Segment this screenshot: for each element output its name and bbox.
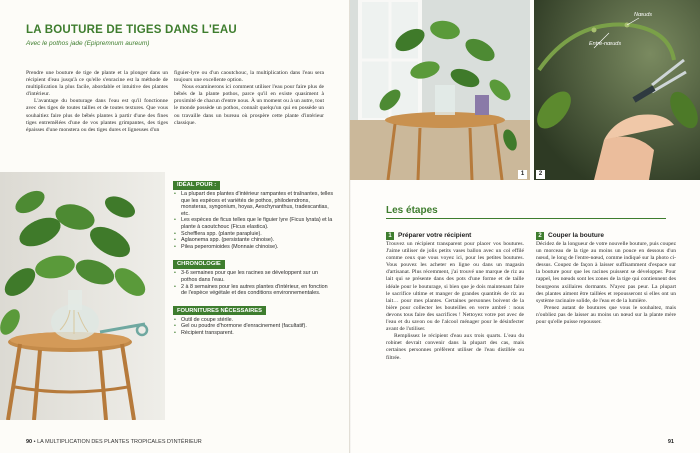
paragraph: Décidez de la longueur de votre nouvelle bouture, puis coupez un morceau de la tige au moins un pouce en dessous d'un nœud, le long de l'entre-nœud, comme indiqué sur la photo ci-dessus. Coupez de façon à laisser suffisamment d'espace sur la bouture pour que les racines puissent se développer. Pour rappel, les nœuds sont les zones de la tige qui contiennent des bourgeons axillaires dormants. N'ayez pas peur. La plupart des plantes aiment être taillées et repousseront si elles ont un système racinaire solide, de l'eau et de la lumière. (536, 241, 676, 304)
paragraph: Trouvez un récipient transparent pour placer vos boutures. J'aime utiliser de jolis petits vases ballon avec un col effilé comme ceux que vous voyez ici, pour les petites boutures. Vous pouvez les acheter en ligne ou dans un magasin d'artisanat. Plus récemment, j'ai trouvé une marque de riz au lait qui se présente dans des pots d'une forme et de taille idéale pour le bouturage, si bien que je dois maintenant faire le sacrifice ultime et manger de grandes quantités de riz au lait… pour mes plantes. Certaines personnes boivent de la bière pour collecter les bouteilles en verre ambré : nous devons tous faire des sacrifices ! Nettoyez votre pot avec de l'eau et du savon ou de l'alcool ménager pour le désinfecter avant de l'utiliser. (386, 241, 524, 333)
left-footer (26, 439, 202, 445)
steps-heading: Les étapes (386, 205, 438, 216)
step-1-heading (386, 232, 524, 240)
pothos-vase-illustration (0, 172, 165, 420)
list-item: • Gel ou poudre d'hormone d'enracinement (facultatif). (173, 323, 335, 330)
page-subtitle: Avec le pothos jade (Epipremnum aureum) (26, 40, 150, 47)
list-item: • Outil de coupe stérile. (173, 317, 335, 324)
page-title: LA BOUTURE DE TIGES DANS L'EAU (26, 24, 237, 36)
list-item: • Aglaonema spp. (persistante chinoise). (173, 237, 335, 244)
step-2-heading (536, 232, 676, 240)
paragraph: Remplissez le récipient d'eau aux trois quarts. L'eau du robinet devrait convenir dans la plupart des cas, mais certaines personnes préfèrent utiliser de l'eau distillée ou filtrée. (386, 333, 524, 361)
step-2 (536, 232, 676, 326)
info-sidebar (173, 173, 335, 339)
cutting-stem-illustration (534, 0, 700, 180)
pothos-vase-photo (0, 172, 165, 420)
pothos-window-illustration (350, 0, 530, 180)
steps-divider (386, 218, 666, 219)
label-nodes: Nœuds (634, 12, 653, 18)
supplies-list (173, 317, 335, 337)
list-item: • La plupart des plantes d'intérieur rampantes et traînantes, telles que les espèces et variétés de pothos, philodendrons, monsteras, syngonium, hoyas, Aeschynanthus, tradescantias, etc. (173, 191, 335, 217)
body-column-1 (26, 70, 168, 134)
photo-number-2: 2 (536, 170, 545, 179)
paragraph: L'avantage du bouturage dans l'eau est qu'il fonctionne avec des tiges de toutes tailles et de toutes textures. Que vous souhaitiez faire plus de bébés plantes à partir d'une des fines tiges entremêlées d'une de vos plantes grimpantes, des tiges épaisses d'une monstera ou des tiges dures et ligneuses d'un (26, 98, 168, 133)
step-1-title: Préparer votre récipient (398, 232, 472, 240)
step-1 (386, 232, 524, 362)
list-item: • Pilea peperomioides (Monnaie chinoise). (173, 244, 335, 251)
sidebar-heading-chrono: CHRONOLOGIE (173, 260, 225, 269)
paragraph: Nous examinerons ici comment utiliser l'eau pour faire plus de bébés de la plante pothos, parce qu'il en existe quasiment à proximité de chacun d'entre nous. À un moment ou à un autre, tout le monde possède un pothos, connaît quelqu'un qui en possède un ou travaille dans un bureau où prospère cette plante d'intérieur classique. (174, 84, 324, 126)
right-footer (668, 439, 674, 445)
photo-number-1: 1 (518, 170, 527, 179)
step-2-title: Couper la bouture (548, 232, 604, 240)
footer-divider: • (33, 439, 38, 445)
paragraph: Prenez autant de boutures que vous le souhaitez, mais n'oubliez pas de laisser au moins un nœud sur la plante mère pour qu'elle puisse repousser. (536, 304, 676, 326)
step-2-number: 2 (536, 232, 544, 240)
page-number-left: 90 (26, 439, 33, 445)
list-item: • 3-6 semaines pour que les racines se développent sur un pothos dans l'eau. (173, 270, 335, 283)
sidebar-heading-supplies: FOURNITURES NÉCESSAIRES (173, 306, 266, 315)
list-item: • 2 à 8 semaines pour les autres plantes d'intérieur, en fonction de l'espèce végétale et des conditions environnementales. (173, 284, 335, 297)
list-item: • Les espèces de ficus telles que le figuier lyre (Ficus lyrata) et la plante à caoutchouc (Ficus elastica). (173, 217, 335, 230)
running-title: LA MULTIPLICATION DES PLANTES TROPICALES D'INTÉRIEUR (37, 439, 202, 445)
list-item: • Récipient transparent. (173, 330, 335, 337)
page-number-right: 91 (667, 439, 674, 445)
paragraph: figuier-lyre ou d'un caoutchouc, la multiplication dans l'eau sera toujours une excellente option. (174, 70, 324, 84)
sidebar-heading-ideal: IDÉAL POUR : (173, 181, 220, 190)
chrono-list (173, 270, 335, 296)
label-internodes: Entre-nœuds (589, 41, 622, 47)
pothos-window-photo (350, 0, 530, 180)
ideal-list (173, 191, 335, 250)
step-1-number: 1 (386, 232, 394, 240)
paragraph: Prendre une bouture de tige de plante et la plonger dans un récipient d'eau jusqu'à ce qu'elle s'enracine est la méthode de multiplication la plus facile, abordable et intuitive des plantes d'intérieur. (26, 70, 168, 98)
list-item: • Schefflera spp. (plante parapluie). (173, 231, 335, 238)
body-column-2 (174, 70, 324, 127)
cutting-stem-photo (534, 0, 700, 180)
